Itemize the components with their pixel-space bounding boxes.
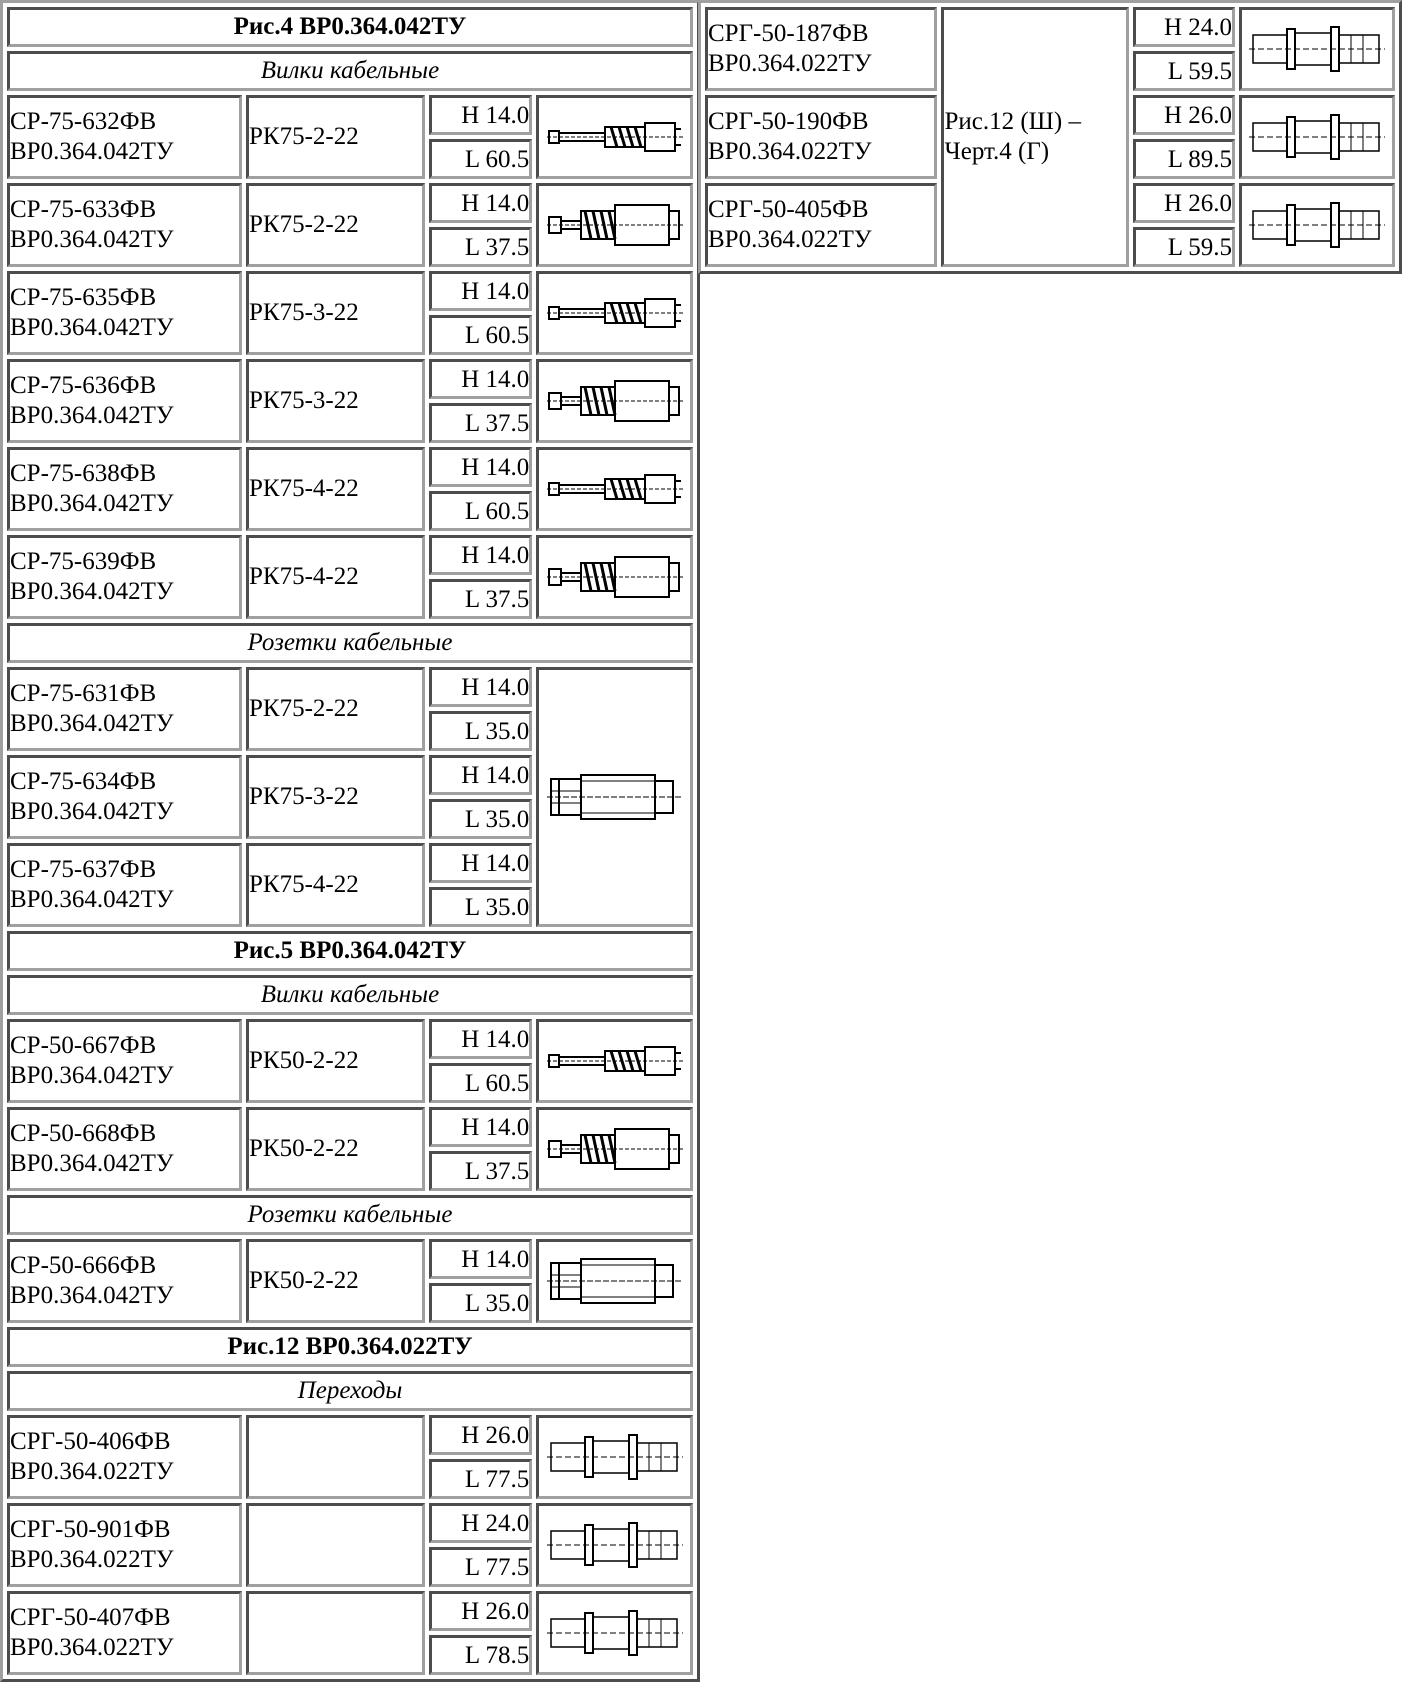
length-value-text: L 77.5 — [464, 1465, 530, 1493]
connector-name: СРГ-50-190ФВ — [708, 108, 869, 135]
height-value — [429, 1503, 532, 1543]
connector-name-cell — [7, 447, 242, 531]
length-value-text: L 60.5 — [464, 1069, 530, 1097]
table-row — [7, 1019, 693, 1059]
length-value — [429, 1063, 532, 1103]
height-value-text: H 14.0 — [461, 101, 530, 129]
adapter-icon — [1242, 107, 1392, 167]
height-value — [429, 1415, 532, 1455]
connector-drawing-cell — [536, 95, 693, 179]
figure-reference-line1: Рис.12 (Ш) – — [944, 108, 1081, 135]
group-subtitle — [7, 1195, 693, 1235]
connector-drawing-cell — [536, 271, 693, 355]
connector-spec: ВР0.364.022ТУ — [708, 226, 872, 253]
length-value — [429, 799, 532, 839]
group-subtitle-text: Розетки кабельные — [247, 629, 453, 656]
connector-name: СРГ-50-901ФВ — [10, 1516, 171, 1543]
connector-name: СР-75-632ФВ — [10, 108, 157, 135]
height-value — [429, 535, 532, 575]
table-row — [7, 1415, 693, 1455]
connector-name: СР-75-636ФВ — [10, 372, 157, 399]
cable-type — [246, 183, 425, 267]
height-value-text: H 24.0 — [1164, 13, 1233, 41]
height-value — [429, 1019, 532, 1059]
length-value — [1133, 139, 1236, 179]
section-title — [7, 931, 693, 971]
cable-type — [246, 1239, 425, 1323]
height-value — [429, 271, 532, 311]
connector-drawing-cell — [536, 535, 693, 619]
height-value — [429, 183, 532, 223]
cable-type — [246, 1503, 425, 1587]
connector-name: СР-75-638ФВ — [10, 460, 157, 487]
short-plug-icon — [539, 195, 690, 255]
connector-name: СРГ-50-407ФВ — [10, 1604, 171, 1631]
cable-type — [246, 843, 425, 927]
connector-name-cell — [7, 1415, 242, 1499]
section-title — [7, 7, 693, 47]
connector-spec: ВР0.364.022ТУ — [10, 1634, 174, 1661]
connector-drawing-cell — [536, 447, 693, 531]
cable-type — [246, 1107, 425, 1191]
long-plug-icon — [539, 1031, 690, 1091]
adapter-icon — [1242, 195, 1392, 255]
cable-type — [246, 1019, 425, 1103]
connector-drawing-cell — [536, 1239, 693, 1323]
table-row — [7, 1591, 693, 1631]
cable-type-text: РК75-2-22 — [249, 695, 359, 722]
height-value-text: H 14.0 — [461, 365, 530, 393]
connector-name: СР-75-633ФВ — [10, 196, 157, 223]
length-value — [429, 491, 532, 531]
group-subtitle — [7, 51, 693, 91]
length-value — [429, 403, 532, 443]
length-value-text: L 37.5 — [464, 585, 530, 613]
group-subtitle — [7, 623, 693, 663]
figure-reference — [941, 7, 1128, 267]
cable-type — [246, 271, 425, 355]
short-plug-icon — [539, 371, 690, 431]
cable-type-text: РК75-4-22 — [249, 475, 359, 502]
connector-spec: ВР0.364.042ТУ — [10, 798, 174, 825]
length-value — [429, 887, 532, 927]
connector-name: СР-50-666ФВ — [10, 1252, 157, 1279]
height-value-text: H 14.0 — [461, 541, 530, 569]
connector-name-cell — [7, 1591, 242, 1675]
adapter-icon — [539, 1427, 690, 1487]
connector-drawing-cell — [536, 1503, 693, 1587]
connector-name: СРГ-50-406ФВ — [10, 1428, 171, 1455]
connector-spec: ВР0.364.042ТУ — [10, 1150, 174, 1177]
cable-type — [246, 95, 425, 179]
connector-name: СРГ-50-187ФВ — [708, 20, 869, 47]
height-value — [1133, 7, 1236, 47]
length-value-text: L 77.5 — [464, 1553, 530, 1581]
height-value — [429, 755, 532, 795]
length-value-text: L 35.0 — [464, 893, 530, 921]
length-value-text: L 35.0 — [464, 1289, 530, 1317]
socket-icon — [539, 1251, 690, 1311]
connector-name: СР-50-668ФВ — [10, 1120, 157, 1147]
length-value-text: L 60.5 — [464, 497, 530, 525]
height-value-text: H 26.0 — [1164, 101, 1233, 129]
height-value-text: H 14.0 — [461, 1025, 530, 1053]
table-row — [7, 447, 693, 487]
connector-spec: ВР0.364.022ТУ — [708, 50, 872, 77]
connector-name: СРГ-50-405ФВ — [708, 196, 869, 223]
connector-name-cell — [7, 95, 242, 179]
connector-name-cell — [7, 1107, 242, 1191]
connector-name: СР-75-634ФВ — [10, 768, 157, 795]
long-plug-icon — [539, 283, 690, 343]
length-value-text: L 60.5 — [464, 145, 530, 173]
connector-name-cell — [7, 271, 242, 355]
connector-spec: ВР0.364.042ТУ — [10, 226, 174, 253]
connector-name-cell — [705, 95, 937, 179]
length-value-text: L 59.5 — [1167, 57, 1233, 85]
height-value-text: H 14.0 — [461, 453, 530, 481]
height-value-text: H 14.0 — [461, 849, 530, 877]
height-value — [1133, 95, 1236, 135]
connector-spec: ВР0.364.042ТУ — [10, 402, 174, 429]
socket-icon — [539, 767, 690, 827]
connector-drawing-cell — [536, 667, 693, 927]
cable-type-text: РК75-3-22 — [249, 387, 359, 414]
connector-spec: ВР0.364.042ТУ — [10, 578, 174, 605]
length-value-text: L 78.5 — [464, 1641, 530, 1669]
connector-name: СР-75-635ФВ — [10, 284, 157, 311]
connector-spec: ВР0.364.042ТУ — [10, 710, 174, 737]
connector-name-cell — [7, 843, 242, 927]
connector-drawing-cell — [1239, 95, 1395, 179]
cable-type — [246, 535, 425, 619]
height-value-text: H 14.0 — [461, 673, 530, 701]
table-row — [7, 1503, 693, 1543]
connector-spec: ВР0.364.022ТУ — [10, 1458, 174, 1485]
table-row — [7, 667, 693, 707]
height-value — [429, 667, 532, 707]
table-row — [7, 1107, 693, 1147]
cable-type-text: РК75-2-22 — [249, 211, 359, 238]
length-value-text: L 37.5 — [464, 233, 530, 261]
adapter-icon — [539, 1603, 690, 1663]
right-connector-table — [698, 0, 1402, 274]
group-subtitle — [7, 975, 693, 1015]
cable-type — [246, 447, 425, 531]
height-value — [429, 843, 532, 883]
connector-spec: ВР0.364.042ТУ — [10, 138, 174, 165]
adapter-icon — [1242, 19, 1392, 79]
connector-name-cell — [7, 1503, 242, 1587]
length-value-text: L 37.5 — [464, 1157, 530, 1185]
connector-name: СР-75-637ФВ — [10, 856, 157, 883]
connector-name-cell — [7, 755, 242, 839]
table-row — [7, 359, 693, 399]
height-value — [429, 447, 532, 487]
cable-type — [246, 1415, 425, 1499]
height-value-text: H 26.0 — [461, 1421, 530, 1449]
height-value-text: H 14.0 — [461, 277, 530, 305]
length-value — [429, 1459, 532, 1499]
cable-type-text: РК75-3-22 — [249, 783, 359, 810]
height-value-text: H 26.0 — [1164, 189, 1233, 217]
long-plug-icon — [539, 459, 690, 519]
connector-spec: ВР0.364.022ТУ — [10, 1546, 174, 1573]
length-value — [429, 315, 532, 355]
connector-drawing-cell — [536, 1591, 693, 1675]
section-title-text: Рис.12 ВР0.364.022ТУ — [227, 1333, 473, 1360]
connector-name-cell — [7, 183, 242, 267]
section-title-text: Рис.5 ВР0.364.042ТУ — [233, 937, 467, 964]
height-value-text: H 14.0 — [461, 761, 530, 789]
length-value — [429, 1547, 532, 1587]
length-value — [429, 227, 532, 267]
height-value — [429, 1107, 532, 1147]
length-value — [429, 1635, 532, 1675]
height-value-text: H 14.0 — [461, 1245, 530, 1273]
height-value — [429, 1591, 532, 1631]
adapter-icon — [539, 1515, 690, 1575]
connector-drawing-cell — [536, 1415, 693, 1499]
length-value — [429, 1283, 532, 1323]
height-value — [1133, 183, 1236, 223]
cable-type — [246, 1591, 425, 1675]
connector-spec: ВР0.364.022ТУ — [708, 138, 872, 165]
length-value — [429, 579, 532, 619]
figure-reference-line2: Черт.4 (Г) — [944, 138, 1050, 165]
connector-spec: ВР0.364.042ТУ — [10, 314, 174, 341]
connector-spec: ВР0.364.042ТУ — [10, 1062, 174, 1089]
length-value — [1133, 227, 1236, 267]
height-value — [429, 359, 532, 399]
table-row — [705, 7, 1395, 47]
table-row — [7, 535, 693, 575]
group-subtitle-text: Вилки кабельные — [260, 57, 440, 84]
table-row — [7, 95, 693, 135]
length-value-text: L 37.5 — [464, 409, 530, 437]
connector-name-cell — [705, 7, 937, 91]
height-value-text: H 14.0 — [461, 189, 530, 217]
connector-name-cell — [7, 1019, 242, 1103]
cable-type-text: РК75-3-22 — [249, 299, 359, 326]
connector-drawing-cell — [536, 359, 693, 443]
connector-drawing-cell — [536, 183, 693, 267]
left-connector-table — [0, 0, 700, 1682]
table-row — [7, 271, 693, 311]
length-value-text: L 59.5 — [1167, 233, 1233, 261]
group-subtitle — [7, 1371, 693, 1411]
length-value-text: L 35.0 — [464, 717, 530, 745]
connector-name-cell — [7, 1239, 242, 1323]
long-plug-icon — [539, 107, 690, 167]
table-row — [7, 183, 693, 223]
cable-type-text: РК50-2-22 — [249, 1135, 359, 1162]
cable-type-text: РК75-4-22 — [249, 871, 359, 898]
connector-name: СР-75-639ФВ — [10, 548, 157, 575]
connector-name-cell — [705, 183, 937, 267]
connector-drawing-cell — [1239, 183, 1395, 267]
cable-type-text: РК75-2-22 — [249, 123, 359, 150]
short-plug-icon — [539, 547, 690, 607]
length-value-text: L 35.0 — [464, 805, 530, 833]
section-title — [7, 1327, 693, 1367]
connector-spec: ВР0.364.042ТУ — [10, 1282, 174, 1309]
group-subtitle-text: Розетки кабельные — [247, 1201, 453, 1228]
connector-spec: ВР0.364.042ТУ — [10, 886, 174, 913]
cable-type-text: РК50-2-22 — [249, 1047, 359, 1074]
height-value — [429, 95, 532, 135]
cable-type-text: РК75-4-22 — [249, 563, 359, 590]
length-value — [429, 711, 532, 751]
connector-spec: ВР0.364.042ТУ — [10, 490, 174, 517]
group-subtitle-text: Вилки кабельные — [260, 981, 440, 1008]
short-plug-icon — [539, 1119, 690, 1179]
length-value — [429, 139, 532, 179]
height-value-text: H 14.0 — [461, 1113, 530, 1141]
table-row — [7, 1239, 693, 1279]
cable-type — [246, 359, 425, 443]
connector-drawing-cell — [536, 1107, 693, 1191]
height-value — [429, 1239, 532, 1279]
length-value — [1133, 51, 1236, 91]
section-title-text: Рис.4 ВР0.364.042ТУ — [233, 13, 467, 40]
connector-name: СР-75-631ФВ — [10, 680, 157, 707]
height-value-text: H 24.0 — [461, 1509, 530, 1537]
length-value — [429, 1151, 532, 1191]
cable-type — [246, 667, 425, 751]
cable-type — [246, 755, 425, 839]
connector-drawing-cell — [1239, 7, 1395, 91]
cable-type-text: РК50-2-22 — [249, 1267, 359, 1294]
connector-name-cell — [7, 359, 242, 443]
length-value-text: L 60.5 — [464, 321, 530, 349]
connector-drawing-cell — [536, 1019, 693, 1103]
connector-name-cell — [7, 667, 242, 751]
group-subtitle-text: Переходы — [297, 1377, 403, 1404]
connector-name: СР-50-667ФВ — [10, 1032, 157, 1059]
height-value-text: H 26.0 — [461, 1597, 530, 1625]
length-value-text: L 89.5 — [1167, 145, 1233, 173]
connector-name-cell — [7, 535, 242, 619]
